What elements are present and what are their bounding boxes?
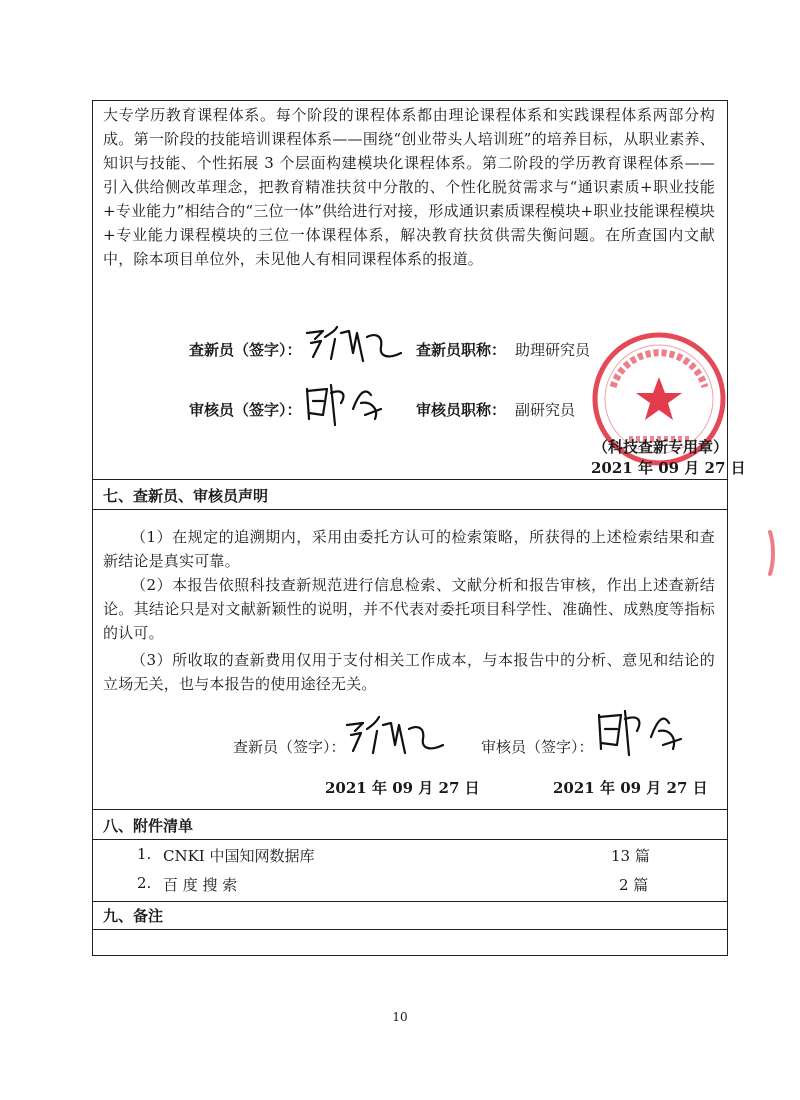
section8-title: 八、附件清单 bbox=[103, 817, 194, 835]
divider bbox=[93, 901, 727, 902]
statement-reviewer-date: 2021 年 09 月 27 日 bbox=[553, 779, 708, 797]
reviewer-title-value: 副研究员 bbox=[515, 401, 576, 419]
seal-caption: （科技查新专用章） bbox=[593, 438, 729, 456]
attachment-index: 1. bbox=[137, 845, 152, 863]
divider bbox=[93, 929, 727, 930]
statement-item-3: （3）所收取的查新费用仅用于支付相关工作成本，与本报告中的分析、意见和结论的立场无关，也与本报告的使用途径无关。 bbox=[103, 651, 715, 693]
checker-signature bbox=[301, 323, 411, 367]
seal-edge-mark-icon bbox=[764, 528, 776, 578]
statement-checker-signature bbox=[341, 713, 451, 761]
divider bbox=[93, 839, 727, 840]
checker-title-value: 助理研究员 bbox=[515, 341, 591, 359]
section7-title: 七、查新员、审核员声明 bbox=[103, 487, 269, 505]
statement-item-2: （2）本报告依照科技查新规范进行信息检索、文献分析和报告审核，作出上述查新结论。其结论只是对文献新颖性的说明，并不代表对委托项目科学性、准确性、成熟度等指标的认可。 bbox=[103, 576, 715, 642]
reviewer-title-label: 审核员职称： bbox=[416, 401, 507, 419]
divider bbox=[93, 479, 727, 480]
attachment-name: CNKI 中国知网数据库 bbox=[163, 847, 315, 865]
attachment-name: 百 度 搜 索 bbox=[163, 876, 238, 894]
page-number: 10 bbox=[392, 1010, 408, 1024]
statement-checker-label: 查新员（签字）： bbox=[233, 738, 346, 756]
report-table bbox=[92, 100, 746, 956]
statement-reviewer-label: 审核员（签字）： bbox=[481, 738, 594, 756]
conclusion-paragraph: 大专学历教育课程体系。每个阶段的课程体系都由理论课程体系和实践课程体系两部分构成。第一阶段的技能培训课程体系——围绕“创业带头人培训班”的培养目标，从职业素养、知识与技能、个性拓展 3 个层面构建模块化课程体系。第二阶段的学历教育课程体系——引入供给侧改革理念，把教育精准扶贫中分散的、个性化脱贫需求与“通识素质+职业技能+专业能力”相结合的“三位一体”供给进行对接，形成通识素质课程模块+职业技能课程模块+专业能力课程模块的三位一体课程体系，解决教育扶贫供需失衡问题。在所查国内文献中，除本项目单位外，未见他人有相同课程体系的报道。 bbox=[103, 106, 715, 268]
section9-title: 九、备注 bbox=[103, 907, 164, 925]
checker-title-label: 查新员职称： bbox=[416, 341, 507, 359]
divider bbox=[93, 809, 727, 810]
statement-checker-date: 2021 年 09 月 27 日 bbox=[325, 779, 480, 797]
reviewer-signature bbox=[301, 379, 401, 429]
statement-reviewer-signature bbox=[593, 705, 703, 761]
checker-sign-label: 查新员（签字）： bbox=[189, 341, 302, 359]
attachment-count: 13 篇 bbox=[611, 847, 650, 865]
divider bbox=[93, 509, 727, 510]
attachment-index: 2. bbox=[137, 874, 152, 892]
reviewer-sign-label: 审核员（签字）： bbox=[189, 401, 302, 419]
statement-item-1: （1）在规定的追溯期内，采用由委托方认可的检索策略，所获得的上述检索结果和查新结论是真实可靠。 bbox=[103, 528, 715, 570]
attachment-count: 2 篇 bbox=[619, 876, 649, 894]
section6-date: 2021 年 09 月 27 日 bbox=[591, 459, 746, 477]
